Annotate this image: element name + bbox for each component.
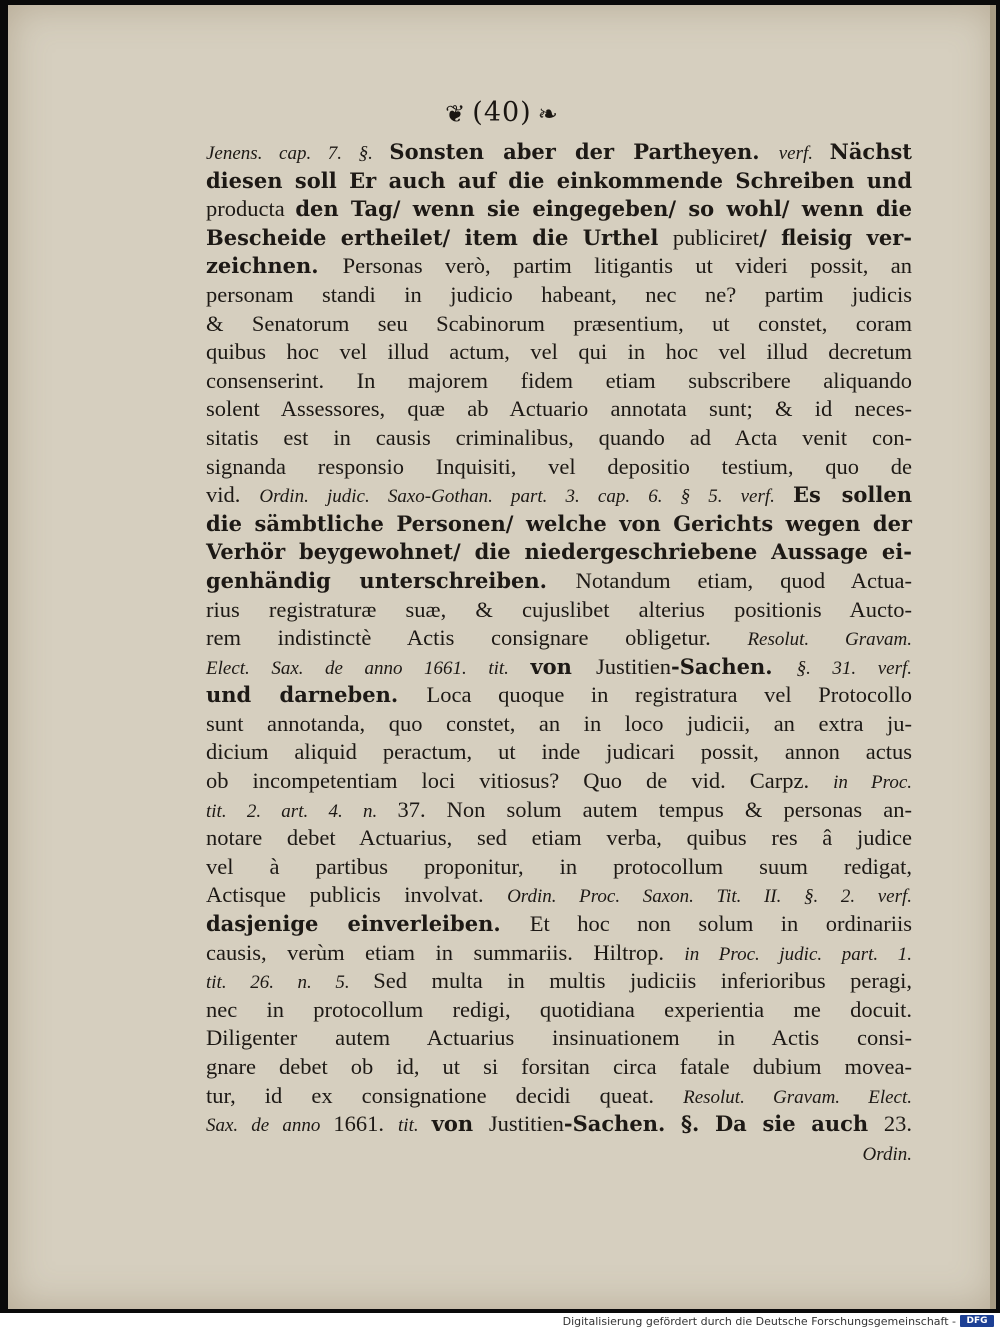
text-segment: solent Assessores, quæ ab Actuario annotata sunt; & id neces- [206,396,912,422]
text-segment: tit. [398,1115,432,1137]
text-segment: Resolut. Gravam. [747,629,912,651]
text-line [206,138,912,167]
text-segment: consenserint. In majorem fidem etiam subscribere aliquando [206,367,912,393]
text-segment: den Tag/ wenn sie eingegeben/ so wohl/ wenn die [295,196,912,222]
text-segment: Loca quoque in registratura vel Protocollo [426,682,913,708]
page-number: (40) [472,97,532,128]
text-line [206,481,912,510]
text-segment: Es sollen [793,482,912,508]
text-segment: die sämbtliche Personen/ welche von Gerichts wegen der [206,510,912,536]
text-segment: signanda responsio Inquisiti, vel depositio testium, quo de [206,453,912,479]
text-segment: in Proc. judic. part. 1. [684,943,912,965]
text-segment: personam standi in judicio habeant, nec ne? partim judicis [206,281,912,307]
text-line [206,710,912,739]
page-edge [990,5,996,1309]
text-segment: Sed multa in multis judiciis inferioribus peragi, [373,968,912,994]
text-line [206,1110,912,1139]
funding-notice: Digitalisierung gefördert durch die Deutsche Forschungsgemeinschaft - [562,1315,956,1328]
text-segment: Justitien [488,1111,564,1137]
text-segment: & Senatorum seu Scabinorum præsentium, ut constet, coram [206,310,912,336]
page-header [8,97,996,128]
dfg-logo: DFG [960,1315,994,1327]
text-segment: Diligenter autem Actuarius insinuationem in Actis consi- [206,1025,912,1051]
text-segment: Resolut. Gravam. Elect. [683,1086,912,1108]
text-segment: genhändig unterschreiben. [206,567,576,593]
text-line [206,939,912,968]
text-segment: Justitien [596,653,672,679]
text-segment: Nächst [829,139,913,164]
text-line [206,681,912,710]
text-line [206,510,912,539]
text-segment: tur, id ex consignatione decidi queat. [206,1082,684,1108]
text-segment: tit. 2. art. 4. n. [206,800,398,822]
text-segment: 1661. [333,1111,399,1137]
text-segment: zeichnen. [206,253,343,279]
text-segment: vid. [206,482,260,508]
text-segment: Sax. de anno [206,1115,334,1137]
text-segment: Jenens. cap. 7. §. [206,143,390,164]
text-segment: von [530,653,597,679]
text-line [206,195,912,224]
text-segment: 37. Non solum autem tempus & personas an- [397,796,913,822]
text-line [206,1024,912,1053]
text-segment: notare debet Actuarius, sed etiam verba, quibus res â judice [206,825,912,851]
text-line [206,1139,912,1168]
text-line [206,453,912,482]
right-ornament-icon: ❧ [537,99,559,128]
text-segment: vel à partibus proponitur, in protocollum suum redigat, [206,853,912,879]
text-segment: und darneben. [206,682,427,708]
text-line [206,967,912,996]
text-segment: verf. [778,143,830,164]
text-line [206,1082,912,1111]
text-line [206,824,912,853]
text-line [206,224,912,253]
text-line [206,996,912,1025]
text-segment: Verhör beygewohnet/ die niedergeschriebene Aussage ei- [206,539,912,565]
text-segment: Ordin. Proc. Saxon. Tit. II. §. 2. verf. [507,886,913,908]
text-segment: Personas verò, partim litigantis ut videri possit, an [342,253,912,279]
text-line [206,796,912,825]
text-line [206,367,912,396]
text-segment: -Sachen. [671,653,797,679]
text-line [206,310,912,339]
text-line [206,1053,912,1082]
text-segment: producta [206,196,296,222]
text-segment: rem indistinctè Actis consignare obligetur. [206,625,748,651]
text-segment: Bescheide ertheilet/ item die Urthel [206,224,673,250]
text-line [206,624,912,653]
book-page [8,5,996,1309]
text-line [206,738,912,767]
text-line [206,596,912,625]
text-line [206,338,912,367]
text-segment: dicium aliquid peractum, ut inde judicari possit, annon actus [206,739,912,765]
text-segment: Notandum etiam, quod Actua- [575,567,912,593]
footer-bar [0,1313,1000,1330]
text-segment: -Sachen. §. Da sie auch [563,1111,884,1137]
text-line [206,567,912,596]
text-line [206,252,912,281]
text-segment: nec in protocollum redigi, quotidiana experientia me docuit. [206,996,912,1022]
text-segment: / fleisig ver- [759,224,912,250]
text-segment: Ordin. [862,1143,912,1165]
text-segment: rius registraturæ suæ, & cujuslibet alterius positionis Aucto- [206,596,912,622]
text-segment: Sonsten aber der Partheyen. [389,139,779,164]
text-segment: ob incompetentiam loci vitiosus? Quo de vid. Carpz. [206,768,834,794]
text-segment: quibus hoc vel illud actum, vel qui in hoc vel illud decretum [206,339,912,365]
text-segment: Et hoc non solum in ordinariis [529,911,912,937]
text-segment: sunt annotanda, quo constet, an in loco judicii, an extra ju- [206,710,912,736]
page-body-text [206,138,912,1167]
text-line [206,653,912,682]
text-segment: dasjenige einverleiben. [206,911,530,937]
text-segment: causis, verùm etiam in summariis. Hiltrop. [206,939,685,965]
text-segment: Actisque publicis involvat. [206,882,508,908]
text-line [206,167,912,196]
text-line [206,881,912,910]
text-segment: tit. 26. n. 5. [206,972,374,994]
text-line [206,395,912,424]
text-line [206,853,912,882]
text-segment: Ordin. judic. Saxo-Gothan. part. 3. cap. 6. § 5. verf. [259,486,794,508]
text-segment: gnare debet ob id, ut si forsitan circa fatale dubium movea- [206,1054,912,1079]
text-segment: §. 31. verf. [796,657,913,679]
text-line [206,767,912,796]
left-ornament-icon: ❦ [445,99,467,128]
text-segment: von [431,1111,489,1137]
text-line [206,910,912,939]
text-segment: Elect. Sax. de anno 1661. tit. [206,657,531,679]
text-line [206,538,912,567]
text-line [206,424,912,453]
text-segment: diesen soll Er auch auf die einkommende Schreiben und [206,167,912,193]
text-segment: in Proc. [833,772,912,794]
text-segment: sitatis est in causis criminalibus, quando ad Acta venit con- [206,424,912,450]
text-line [206,281,912,310]
text-segment: publiciret [672,224,760,250]
text-segment: 23. [883,1111,912,1137]
